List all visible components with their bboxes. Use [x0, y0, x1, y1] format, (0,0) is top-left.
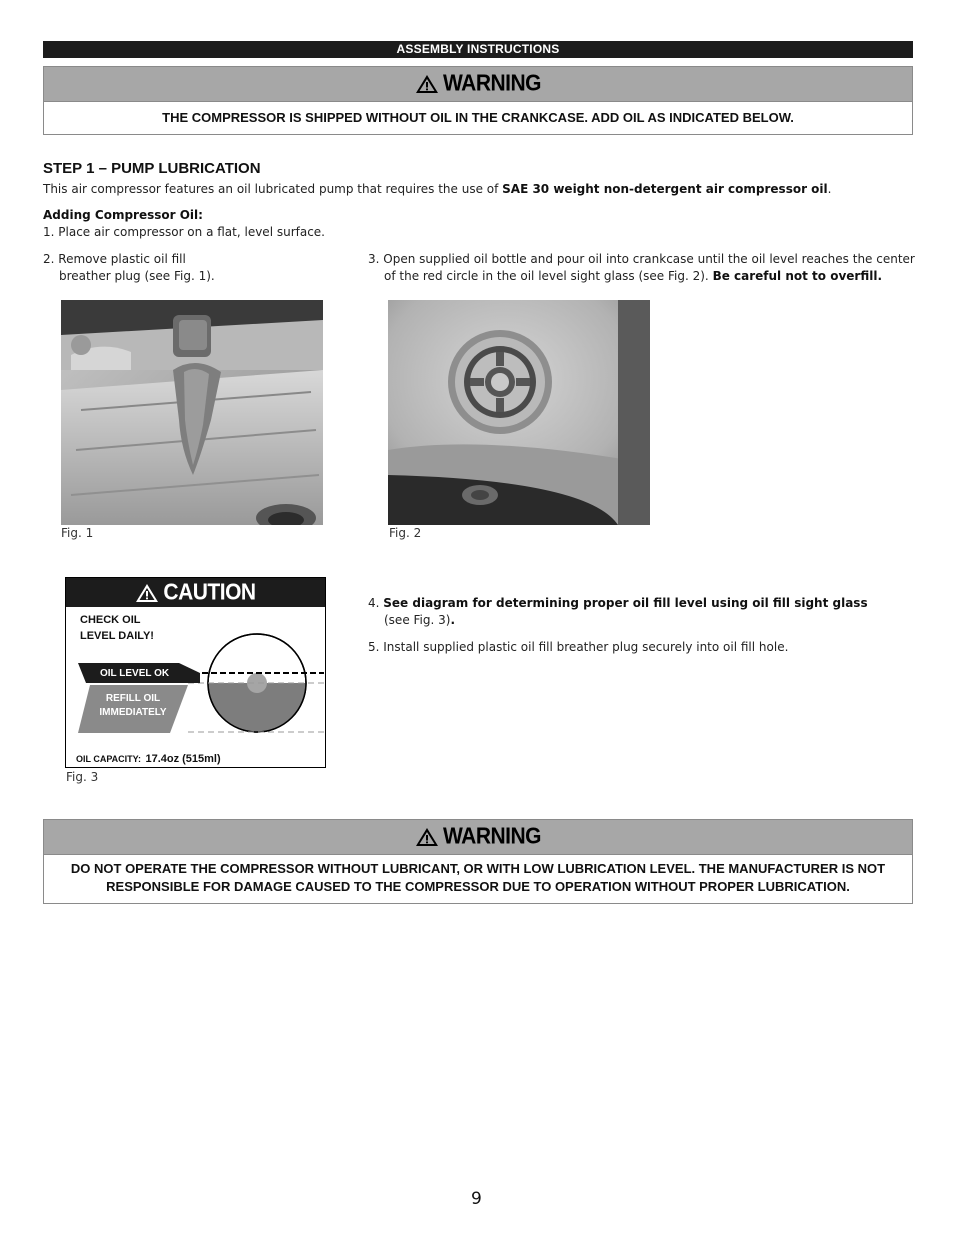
check-oil-text	[80, 612, 154, 644]
check-oil-line1: CHECK OIL	[80, 614, 141, 626]
warning-header	[44, 67, 912, 102]
warning-bottom-line1: DO NOT OPERATE THE COMPRESSOR WITHOUT LUBRICANT, OR WITH LOW LUBRICATION LEVEL. THE MANUFACTURER IS NOT	[70, 861, 886, 876]
warning-box-top	[43, 66, 913, 135]
overfill-caution: Be careful not to overfill.	[712, 269, 883, 283]
oil-capacity-value: 17.4oz (515ml)	[145, 753, 221, 765]
instruction-item-2	[43, 251, 215, 285]
item4-bold-text: See diagram for determining proper oil fill level using oil fill sight glass	[383, 596, 868, 610]
refill-line2: IMMEDIATELY	[99, 707, 167, 718]
item4-see-fig3: (see Fig. 3)	[384, 613, 451, 627]
refill-line1: REFILL OIL	[105, 693, 161, 704]
warning-text: THE COMPRESSOR IS SHIPPED WITHOUT OIL IN THE CRANKCASE. ADD OIL AS INDICATED BELOW.	[162, 110, 794, 125]
fig3-label: Fig. 3	[66, 770, 99, 784]
step-title: STEP 1 – PUMP LUBRICATION	[43, 160, 261, 177]
oil-capacity	[76, 749, 221, 767]
adding-oil-heading: Adding Compressor Oil:	[43, 208, 203, 222]
item4-period: .	[450, 613, 456, 627]
warning-triangle-icon	[415, 74, 439, 94]
fig3-caution-diagram	[65, 577, 326, 768]
warning-text-bottom	[44, 855, 912, 896]
instruction-item-3	[368, 251, 918, 285]
item2-line2: breather plug (see Fig. 1).	[59, 269, 215, 283]
caution-title: CAUTION	[163, 579, 256, 605]
instruction-item-4	[368, 595, 913, 629]
item3-line2	[368, 268, 918, 285]
fig2-photo	[388, 300, 650, 525]
warning-title-bottom: WARNING	[443, 823, 541, 850]
fig1-photo	[61, 300, 323, 525]
item3-line1: 3. Open supplied oil bottle and pour oil into crankcase until the oil level reaches the center	[368, 252, 915, 266]
oil-capacity-label: OIL CAPACITY:	[76, 754, 141, 764]
intro-text: This air compressor features an oil lubricated pump that requires the use of	[43, 182, 503, 196]
warning-header-bottom	[44, 820, 912, 855]
check-oil-line2: LEVEL DAILY!	[80, 630, 154, 642]
caution-triangle-icon	[135, 583, 159, 603]
item2-line1: 2. Remove plastic oil fill	[43, 252, 186, 266]
warning-title: WARNING	[443, 70, 541, 97]
item3-text: of the red circle in the oil level sight glass (see Fig. 2).	[384, 269, 713, 283]
intro-end: .	[827, 182, 832, 196]
refill-oil-label	[88, 692, 178, 720]
page-number: 9	[471, 1189, 482, 1209]
caution-header	[66, 578, 325, 607]
warning-box-bottom	[43, 819, 913, 904]
oil-type: SAE 30 weight non-detergent air compressor oil	[502, 182, 828, 196]
item4-number: 4.	[368, 596, 384, 610]
fig1-label: Fig. 1	[61, 526, 94, 540]
oil-level-ok-label: OIL LEVEL OK	[100, 668, 170, 679]
item4-line2	[368, 612, 913, 629]
warning-bottom-line2: RESPONSIBLE FOR DAMAGE CAUSED TO THE COMPRESSOR DUE TO OPERATION WITHOUT PROPER LUBRICATION.	[106, 879, 850, 894]
instruction-item-1: 1. Place air compressor on a flat, level surface.	[43, 225, 325, 239]
warning-triangle-icon	[415, 827, 439, 847]
item4-line1	[368, 595, 913, 612]
instruction-item-5: 5. Install supplied plastic oil fill breather plug securely into oil fill hole.	[368, 640, 789, 654]
section-header-bar: ASSEMBLY INSTRUCTIONS	[43, 41, 913, 58]
fig2-label: Fig. 2	[389, 526, 422, 540]
intro-paragraph	[43, 181, 913, 198]
